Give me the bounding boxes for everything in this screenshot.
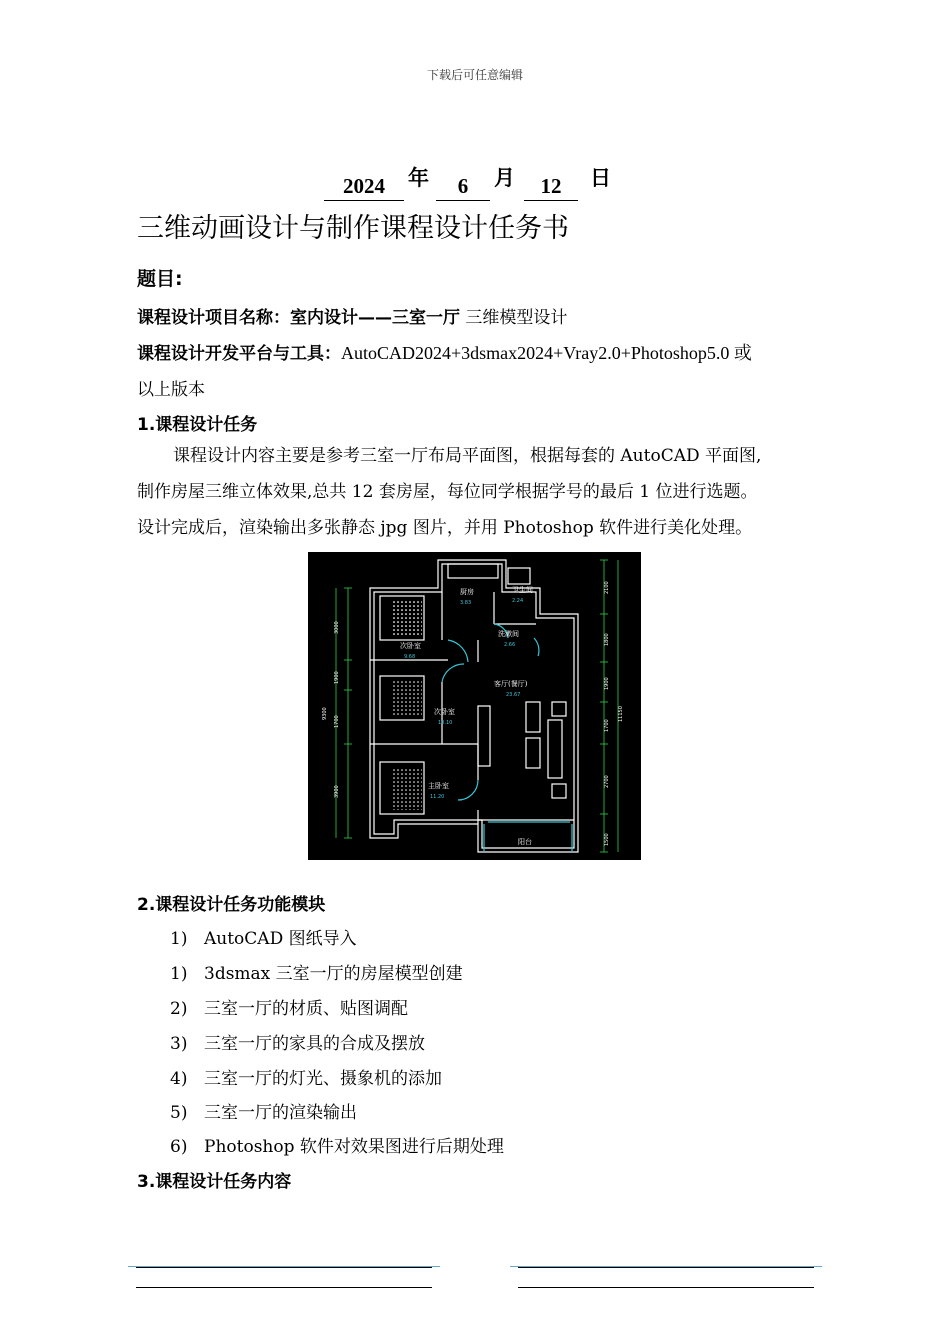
section3-heading: 3.课程设计任务内容 (137, 1172, 292, 1192)
topic-label: 题目: (137, 268, 183, 290)
module-num: 3) (170, 1034, 188, 1054)
platform-cont: 以上版本 (137, 380, 205, 400)
module-item (170, 1132, 504, 1157)
dim-left-4: 3900 (334, 785, 340, 798)
module-num: 1) (170, 964, 188, 984)
dim-right-2: 1800 (604, 633, 610, 646)
dim-left-total: 9300 (322, 707, 328, 720)
dim-right-1: 2100 (604, 581, 610, 594)
label-living-area: 23.67 (506, 692, 521, 698)
module-item (170, 1064, 442, 1089)
dim-left-2: 1900 (334, 671, 340, 684)
date-day: 12 (524, 174, 578, 201)
project-label: 课程设计项目名称：室内设计——三室一厅 (137, 308, 460, 328)
dim-right-4: 1700 (604, 719, 610, 732)
label-second-bedroom-1: 次卧室 (400, 642, 421, 650)
date-year: 2024 (324, 174, 404, 201)
module-item (170, 994, 408, 1019)
label-second-bedroom-2: 次卧室 (434, 708, 455, 716)
date-year-unit: 年 (408, 166, 429, 190)
module-text: 三室一厅的灯光、摄象机的添加 (204, 1069, 442, 1089)
module-num: 4) (170, 1069, 188, 1089)
label-kitchen-area: 3.83 (460, 600, 472, 606)
dim-right-total: 11150 (618, 706, 624, 722)
footer-rule-right (518, 1267, 814, 1268)
dim-right-3: 1900 (604, 677, 610, 690)
label-kitchen: 厨房 (460, 588, 474, 596)
project-value: 三维模型设计 (460, 308, 568, 328)
label-toilet: 卫生间 (512, 586, 533, 594)
section1-line-1: 课程设计内容主要是参考三室一厅布局平面图，根据每套的 AutoCAD 平面图, (173, 446, 762, 466)
module-item (170, 1098, 357, 1123)
module-text: AutoCAD 图纸导入 (204, 929, 357, 949)
date-month-unit: 月 (494, 166, 515, 190)
platform-line (137, 339, 752, 365)
project-line (137, 303, 567, 328)
module-text: 三室一厅的材质、贴图调配 (204, 999, 408, 1019)
label-toilet-area: 2.24 (512, 598, 524, 604)
module-item (170, 959, 463, 984)
section1-paragraph (137, 438, 827, 546)
footer-rule-left-2 (136, 1287, 432, 1288)
section1-heading: 1.课程设计任务 (137, 415, 258, 435)
footer-rule-left (136, 1267, 432, 1268)
module-item (170, 924, 357, 949)
floor-plan-drawing (308, 552, 641, 860)
dim-left-1: 3000 (334, 621, 340, 634)
module-text: 三室一厅的家具的合成及摆放 (204, 1034, 425, 1054)
module-text: Photoshop 软件对效果图进行后期处理 (204, 1137, 504, 1157)
label-sb2-area: 10.10 (438, 720, 453, 726)
dim-right-5: 2700 (604, 775, 610, 788)
label-living: 客厅(餐厅) (494, 680, 528, 688)
platform-label: 课程设计开发平台与工具： (137, 344, 341, 364)
dim-right-6: 1500 (604, 833, 610, 846)
module-text: 3dsmax 三室一厅的房屋模型创建 (204, 964, 463, 984)
label-master: 主卧室 (428, 782, 449, 790)
section1-line-2: 制作房屋三维立体效果,总共 12 套房屋，每位同学根据学号的最后 1 位进行选题。 (137, 482, 758, 502)
footer-rule-right-2 (518, 1287, 814, 1288)
header-note: 下载后可任意编辑 (426, 68, 523, 82)
floor-plan-image (308, 552, 641, 860)
section2-heading: 2.课程设计任务功能模块 (137, 895, 326, 915)
module-num: 2) (170, 999, 188, 1019)
label-sb1-area: 9.68 (404, 654, 416, 660)
module-text: 三室一厅的渲染输出 (204, 1103, 357, 1123)
dim-left-3: 1700 (334, 715, 340, 728)
module-num: 1) (170, 929, 188, 949)
label-wash-area: 2.66 (504, 642, 516, 648)
platform-value: AutoCAD2024+3dsmax2024+Vray2.0+Photoshop5.0 或 (341, 343, 752, 363)
module-item (170, 1029, 425, 1054)
document-title: 三维动画设计与制作课程设计任务书 (137, 213, 569, 244)
label-master-area: 11.20 (430, 794, 445, 800)
module-num: 6) (170, 1137, 188, 1157)
section1-line-3: 设计完成后，渲染输出多张静态 jpg 图片，并用 Photoshop 软件进行美化处理。 (137, 518, 753, 538)
date-month: 6 (436, 174, 490, 201)
label-wash: 洗漱间 (498, 630, 519, 638)
label-balcony: 阳台 (518, 838, 532, 846)
module-num: 5) (170, 1103, 188, 1123)
date-day-unit: 日 (590, 166, 611, 190)
